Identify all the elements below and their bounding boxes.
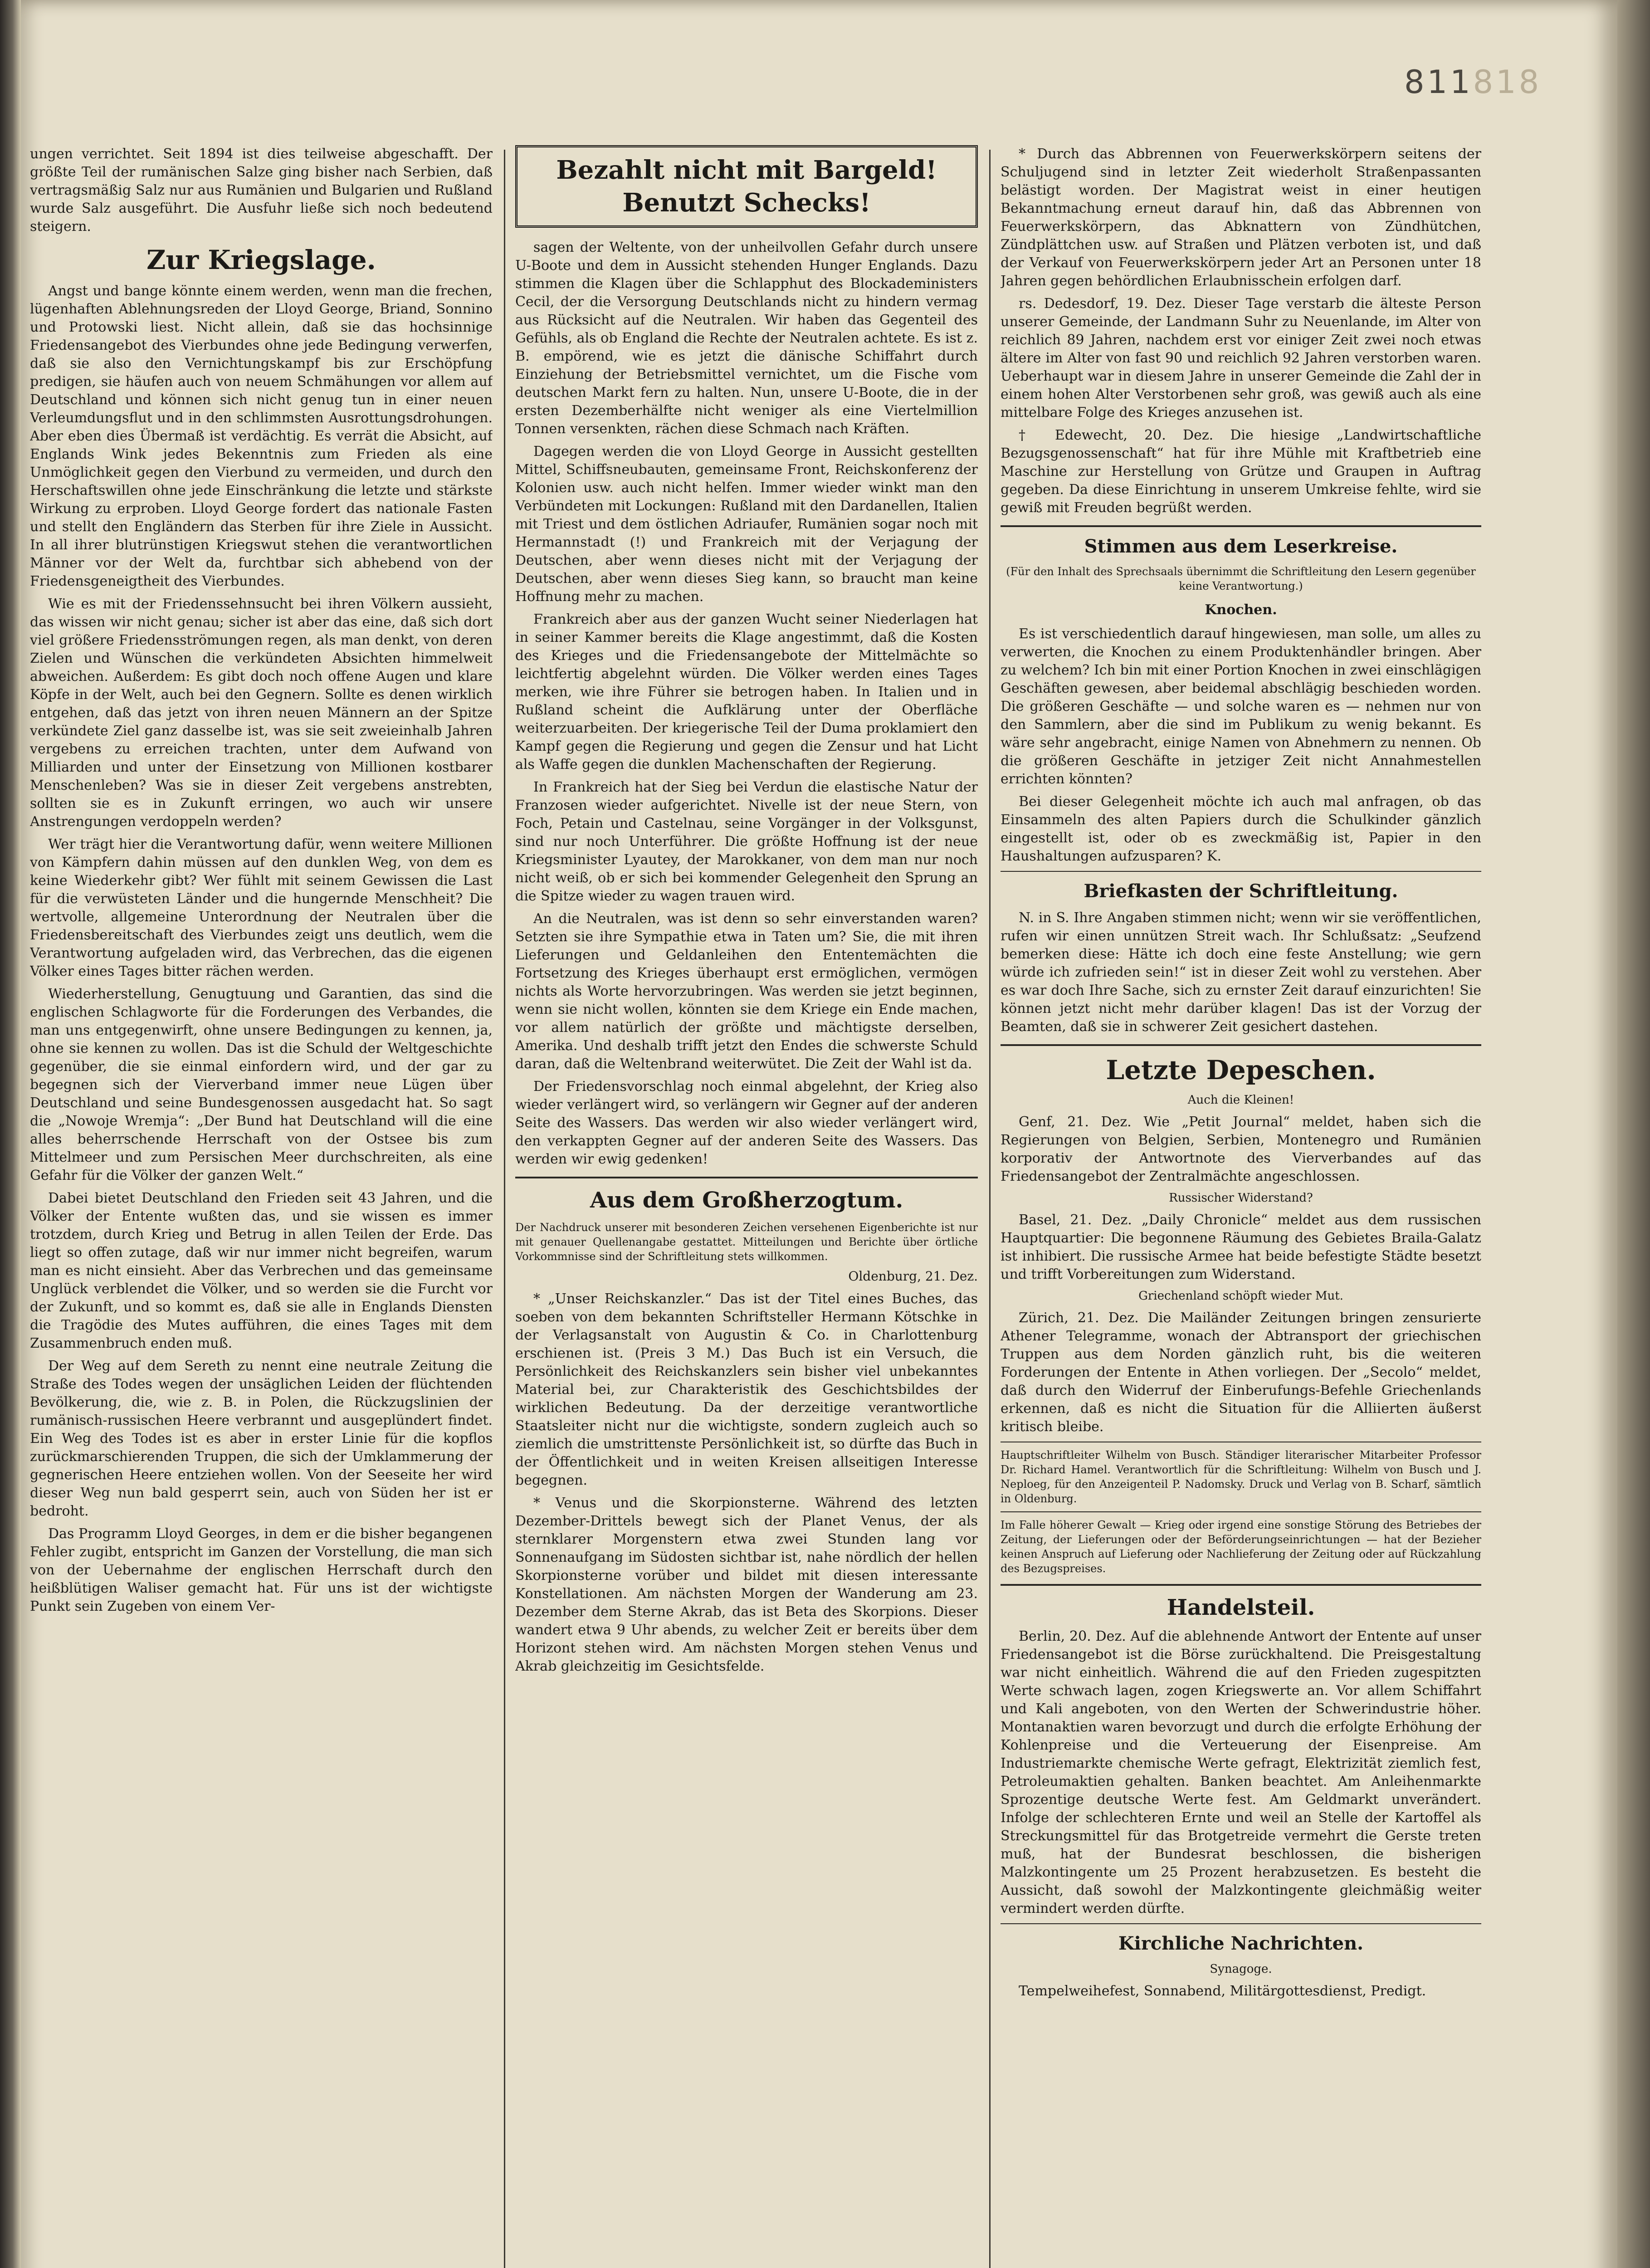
article-paragraph: * Durch das Abbrennen von Feuerwerkskörpern seitens der Schuljugend sind in letzter Zeit wiederholt Straßenpassanten belästigt worden. Der Magistrat weist in einer heutigen Bekanntmachung erneut darauf hin, daß das Abbrennen von Feuerwerkskörpern, das Abknattern von Zündhütchen, Zündplättchen usw. auf Straßen und Plätzen verboten ist, und daß der Verkauf von Feuerwerkskörpern jeder Art an Personen unter 18 Jahren gegen behördlichen Erlaubnisschein erfolgen darf. <box>1001 146 1481 289</box>
article-paragraph: Wiederherstellung, Genugtuung und Garantien, das sind die englischen Schlagworte für die Forderungen des Verbandes, die man uns entgegenwirft, ohne unsere Bedingungen zu kennen, ja, ohne sie kennen zu wollen. Das ist die Schuld der Weltgeschichte gegenüber, die sie einmal einfordern wird, und der gar zu begegnen sich der Vierverband immer neue Lügen über Deutschland und seine Bundesgenossen ausgedacht hat. So sagt die „Nowoje Wremja“: „Der Bund hat Deutschland will die eine alles beherrschende Herrschaft von der Ostsee bis zum Mittelmeer und zum Persischen Meer durchschreiten, als eine Gefahr für die Völker der ganzen Welt.“ <box>30 986 493 1183</box>
column-2 <box>515 145 978 2268</box>
article-paragraph: Wer trägt hier die Verantwortung dafür, wenn weitere Millionen von Kämpfern dahin müssen auf den dunklen Weg, von dem es keine Wiederkehr gibt? Wer fühlt mit seinem Gewissen die Last für die verwüsteten Länder und die hungernde Menschheit? Die wertvolle, allgemeine Unterordnung der Neutralen über die Friedensbereitschaft des Vierbundes zeigt uns deutlich, wem die Verantwortung aufgeladen wird, das Verbrechen, das die eigenen Völker eines Tages bitter rächen werden. <box>30 836 493 979</box>
article-paragraph: Berlin, 20. Dez. Auf die ablehnende Antwort der Entente auf unser Friedensangebot ist die Börse zurückhaltend. Die Preisgestaltung war nicht einheitlich. Während die auf den Frieden zugespitzten Werte schwach lagen, zogen Kriegswerte an. Vor allem Schiffahrt und Kali angeboten, von den Werten der Schwerindustrie höher. Montanaktien waren bevorzugt und durch die erfolgte Erhöhung der Kohlenpreise und die Verteuerung der Eisenpreise. Am Industriemarkte chemische Werte gefragt, Elektrizität ziemlich fest, Petroleumaktien gehalten. Banken beachtet. Am Anleihenmarkte Sprozentige deutsche Werte fest. Am Geldmarkt unverändert. Infolge der schlechteren Ernte und weil an Stelle der Kartoffel als Streckungsmittel für das Brotgetreide vermehrt die Gerste treten muß, hat der Bundesrat beschlossen, die bisherigen Malzkontingente um 25 Prozent herabzusetzen. Es besteht die Aussicht, daß sowohl der Malzkontingente gleichmäßig weiter vermindert werden dürfte. <box>1001 1628 1481 1916</box>
depeschen-subheading: Auch die Kleinen! <box>1187 1093 1294 1107</box>
leser-note: (Für den Inhalt des Sprechsaals übernimmt die Schriftleitung den Lesern gegenüber keine Verantwortung.) <box>1006 565 1476 592</box>
heading-briefkasten: Briefkasten der Schriftleitung. <box>1084 880 1398 902</box>
imprint-notice: Im Falle höherer Gewalt — Krieg oder irgend eine sonstige Störung des Betriebes der Zeitung, der Lieferungen oder der Beförderungseinrichtungen — hat der Bezieher keinen Anspruch auf Lieferung oder Nachlieferung der Zeitung oder auf Rückzahlung des Bezugspreises. <box>1001 1519 1481 1575</box>
article-paragraph: N. in S. Ihre Angaben stimmen nicht; wenn wir sie veröffentlichen, rufen wir einen unnützen Streit wach. Ihr Schlußsatz: „Seufzend bemerken diese: Hätte ich doch eine feste Anstellung; wie gern würde ich zufrieden sein!“ ist in dieser Zeit wohl zu verstehen. Aber es war doch Ihre Sache, sich zu ernster Zeit darauf einzurichten! Sie können jetzt nicht mehr darüber klagen! Das ist der Vorzug der Beamten, daß sie in schwerer Zeit gesichert dastehen. <box>1001 910 1481 1035</box>
section-rule <box>1001 1584 1481 1586</box>
heading-grossherzogtum: Aus dem Großherzogtum. <box>590 1188 903 1213</box>
page-number-ghost: 818 <box>1473 64 1542 101</box>
reprint-note: Der Nachdruck unserer mit besonderen Zeichen versehenen Eigenberichte ist nur mit genauer Quellenangabe gestattet. Mitteilungen und Berichte über örtliche Vorkommnisse sind der Schriftleitung stets willkommen. <box>515 1221 978 1263</box>
column-rule-2 <box>989 150 991 2268</box>
column-3 <box>1001 145 1481 2268</box>
intro-paragraph: ungen verrichtet. Seit 1894 ist dies teilweise abgeschafft. Der größte Teil der rumänischen Salze ging bisher nach Serbien, daß vertragsmäßig Salz nur aus Rumänien und Bulgarien und Rußland wurde Salz ausgeführt. Die Ausfuhr ließe sich noch bedeutend steigern. <box>30 146 493 235</box>
heading-leserkreise: Stimmen aus dem Leserkreise. <box>1084 536 1398 557</box>
heading-kriegslage: Zur Kriegslage. <box>146 244 376 275</box>
article-paragraph: sagen der Weltente, von der unheilvollen Gefahr durch unsere U-Boote und dem in Aussicht stehenden Hunger Englands. Dazu stimmen die Klagen über die Schlapphut des Blockadeministers Cecil, der die Versorgung Deutschlands nicht zu hindern vermag aus Rücksicht auf die Neutralen. Wir haben das Gegenteil des Gefühls, als ob England die Rechte der Neutralen achtete. Es ist z. B. empörend, wie es jetzt die dänische Schiffahrt durch Einziehung der Betriebsmittel vernichtet, um die Fische vom deutschen Markt fern zu halten. Nun, unsere U-Boote, die in der ersten Dezemberhälfte nicht weniger als eine Viertelmillion Tonnen versenkten, rächen diese Schmach nach Kräften. <box>515 240 978 437</box>
article-paragraph: Es ist verschiedentlich darauf hingewiesen, man solle, um alles zu verwerten, die Knochen zu einem Produktenhändler bringen. Aber zu welchem? Ich bin mit einer Portion Knochen in zwei einschlägigen Geschäften gewesen, aber beidemal abschlägig beschieden worden. Die größeren Geschäfte — und solche waren es — nehmen nur von den Sammlern, aber die sind im Publikum zu wenig bekannt. Es wäre sehr angebracht, einige Namen von Abnehmern zu nennen. Ob die größeren Geschäfte in jetziger Zeit nicht Annahmestellen errichten könnten? <box>1001 626 1481 787</box>
article-paragraph: Tempelweihefest, Sonnabend, Militärgottesdienst, Predigt. <box>1019 1983 1426 1999</box>
book-edge <box>1617 0 1650 2268</box>
article-paragraph: Frankreich aber aus der ganzen Wucht seiner Niederlagen hat in seiner Kammer bereits die Klage angestimmt, daß die Kosten des Krieges und die Friedensangebote der Mittelmächte so leichtfertig abgelehnt würden. Die Völker werden eines Tages merken, wie ihre Führer sie betrogen haben. In Italien und in Rußland scheint die Aufklärung unter der Oberfläche weiterzuarbeiten. Der kriegerische Teil der Duma proklamiert den Kampf gegen die Regierung und gegen die Zensur und hat Licht als Waffe gegen die dunklen Machenschaften der Regierung. <box>515 611 978 772</box>
section-rule <box>1001 871 1481 872</box>
article-paragraph: Genf, 21. Dez. Wie „Petit Journal“ meldet, haben sich die Regierungen von Belgien, Serbien, Montenegro und Rumänien korporativ der Antwortnote des Vierverbandes auf das Friedensangebot der Zentralmächte angeschlossen. <box>1001 1114 1481 1184</box>
article-paragraph: Basel, 21. Dez. „Daily Chronicle“ meldet aus dem russischen Hauptquartier: Die begonnene Räumung des Gebietes Braila-Galatz ist inhibiert. Die russische Armee hat beide befestigte Städte besetzt und trifft Vorbereitungen zum Widerstand. <box>1001 1212 1481 1282</box>
article-paragraph: Angst und bange könnte einem werden, wenn man die frechen, lügenhaften Ablehnungsreden der Lloyd George, Briand, Sonnino und Protowski liest. Nicht allein, daß sie das hochsinnige Friedensangebot des Vierbundes ohne jede Bedingung verwerfen, daß sie also den Vernichtungskampf bis zur Erschöpfung predigen, sie häufen auch von neuem Schmähungen vor allem auf Deutschland und können sich nicht genug tun in einer neuen Verleumdungsflut und in den schlimmsten Ausrottungsdrohungen. Aber eben dies Übermaß ist verdächtig. Es verrät die Absicht, auf Englands Wink jedes Bekenntnis zum Frieden als eine Unmöglichkeit gegen den Vierbund zu vermeiden, und durch den Herschaftswillen ohne jede Einschränkung die letzte und stärkste Wirkung zu erproben. Lloyd George fordert das nationale Fasten und stellt den Engländern das Sterben für ihre Ziele in Aussicht. In all ihrer blutrünstigen Kriegswut stehen die verantwortlichen Männer vor der Welt da, furchtbar sich abhebend von der Friedensgeneigtheit des Vierbundes. <box>30 283 493 589</box>
page-number <box>1404 64 1542 101</box>
previous-page-edge <box>0 0 21 2268</box>
column-rule-1 <box>504 150 505 2268</box>
article-paragraph: Der Weg auf dem Sereth zu nennt eine neutrale Zeitung die Straße des Todes wegen der unsäglichen Leiden der flüchtenden Bevölkerung, die, wie z. B. in Polen, die Rückzugslinien der rumänisch-russischen Heere verbrannt und ausgeplündert findet. Ein Weg des Todes ist es aber in erster Linie für die kopflos zurückmarschierenden Truppen, die sich der Umklammerung der gegnerischen Heere entziehen wollen. Von der Seeseite her wird dieser Weg nun bald gesperrt sein, auch von Süden her ist er bedroht. <box>30 1358 493 1519</box>
bargeld-notice-line1: Bezahlt nicht mit Bargeld! <box>556 155 937 185</box>
article-paragraph: * „Unser Reichskanzler.“ Das ist der Titel eines Buches, das soeben von dem bekannten Schriftsteller Hermann Kötschke in der Verlagsanstalt von Augustin & Co. in Charlottenburg erschienen ist. (Preis 3 M.) Das Buch ist ein Versuch, die Persönlichkeit des Reichskanzlers sein bisher viel unbekanntes Material bei, zur Charakteristik des Geschichtsbildes der wirklichen Bedeutung. Da der derzeitige verantwortliche Staatsleiter nicht nur die wichtigste, sondern zugleich auch so ziemlich die umstrittenste Persönlichkeit ist, so dürfte das Buch in der Öffentlichkeit und in weiten Kreisen allseitigen Interesse begegnen. <box>515 1291 978 1488</box>
bargeld-notice-box <box>515 145 978 228</box>
newspaper-page <box>21 0 1617 2268</box>
kirche-subheading: Synagoge. <box>1210 1962 1272 1976</box>
article-paragraph: Zürich, 21. Dez. Die Mailänder Zeitungen bringen zensurierte Athener Telegramme, wonach der Abtransport der griechischen Truppen aus dem Norden gänzlich ruht, bis die weiteren Forderungen der Entente in Athen vorliegen. Der „Secolo“ meldet, daß durch den Widerruf der Einberufungs-Befehle Griechenlands erkennen, daß es nicht die Situation für die Alliierten äußerst kritisch bleibe. <box>1001 1310 1481 1435</box>
article-paragraph: An die Neutralen, was ist denn so sehr einverstanden waren? Setzten sie ihre Sympathie etwa in Taten um? Sie, die mit ihren Lieferungen und Geldanleihen den Ententemächten die Fortsetzung des Krieges überhaupt erst ermöglichen, vermögen nichts als Worte hervorzubringen. Was werden sie jetzt beginnen, wenn sie nicht wollen, könnten sie dem Kriege ein Ende machen, vor allem natürlich der größte und mächtigste derselben, Amerika. Und deshalb trifft jetzt den Endes die schwerste Schuld daran, daß die Weltenbrand weiterwütet. Die Zeit der Wahl ist da. <box>515 911 978 1072</box>
section-rule <box>1001 1511 1481 1512</box>
section-rule <box>1001 525 1481 527</box>
heading-kirchliche: Kirchliche Nachrichten. <box>1118 1933 1364 1954</box>
article-paragraph: In Frankreich hat der Sieg bei Verdun die elastische Natur der Franzosen wieder aufgerichtet. Nivelle ist der neue Stern, von Foch, Petain und Castelnau, seine Vorgänger in der Volksgunst, sind nur noch Unterführer. Die größte Hoffnung ist der neue Kriegsminister Lyautey, der Marokkaner, von dem man nur noch nicht weiß, ob er sich bei kommender Gelegenheit den Sprung an die Spitze wieder zu wagen trauen wird. <box>515 779 978 904</box>
heading-knochen: Knochen. <box>1205 602 1277 618</box>
article-paragraph: Dagegen werden die von Lloyd George in Aussicht gestellten Mittel, Schiffsneubauten, gemeinsame Front, Reichskonferenz der Kolonien usw. auch nicht helfen. Immer wieder winkt man den Verbündeten mit Lockungen: Rußland mit den Dardanellen, Italien mit Triest und dem östlichen Adriaufer, Rumänien sogar noch mit Hermannstadt (!) und Frankreich mit der Verjagung der Deutschen, aber wenn dieses nicht mit der Verjagung der Deutschen, aber wenn dieses Sieg kann, so braucht man keine Hoffnung mehr zu machen. <box>515 444 978 605</box>
page-number-value: 811 <box>1404 64 1473 101</box>
article-paragraph: Bei dieser Gelegenheit möchte ich auch mal anfragen, ob das Einsammeln des alten Papiers durch die Schulkinder gänzlich eingestellt ist, oder ob es zweckmäßig ist, Papier in den Haushaltungen aufzusparen? K. <box>1001 794 1481 864</box>
depeschen-subheading: Russischer Widerstand? <box>1169 1191 1313 1205</box>
section-rule <box>515 1177 978 1178</box>
heading-handelsteil: Handelsteil. <box>1167 1595 1315 1620</box>
section-rule <box>1001 1923 1481 1924</box>
heading-depeschen: Letzte Depeschen. <box>1106 1055 1376 1085</box>
article-paragraph: Das Programm Lloyd Georges, in dem er die bisher begangenen Fehler zugibt, entspricht im Ganzen der Vorstellung, die man sich von der Uebernahme der englischen Herrschaft durch den heißblütigen Waliser gemacht hat. Für uns ist der wichtigste Punkt sein Zugeben von einem Ver- <box>30 1526 493 1614</box>
article-paragraph: * Venus und die Skorpionsterne. Während des letzten Dezember-Drittels bewegt sich der Planet Venus, der als sternklarer Morgenstern etwa zwei Stunden lang vor Sonnenaufgang im Südosten sichtbar ist, nahe nördlich der hellen Skorpionsterne vorüber und bildet mit diesen interessante Konstellationen. Am nächsten Morgen der Wanderung am 23. Dezember dem Sterne Akrab, das ist Beta des Skorpions. Dieser wandert etwa 9 Uhr abends, zu welcher Zeit er bereits über dem Horizont stehen wird. Am nächsten Morgen stehen Venus und Akrab gleichzeitig im Gesichtsfelde. <box>515 1495 978 1674</box>
article-paragraph: Wie es mit der Friedenssehnsucht bei ihren Völkern aussieht, das wissen wir nicht genau; sicher ist aber das eine, daß sich dort viel größere Friedensströmungen regen, als man denkt, von deren Zielen und Wünschen die verkündeten Absichten himmelweit abweichen. Außerdem: Es gibt doch noch offene Augen und klare Köpfe in der Welt, auch bei den Gegnern. Sollte es denen wirklich entgehen, daß das jetzt von ihren neuen Männern an der Spitze verkündete Ziel ganz dasselbe ist, was sie seit zweieinhalb Jahren vergebens zu erreichen trachten, unter dem Aufwand von Milliarden und unter der Einsetzung von Millionen kostbarer Menschenleben? Was sie in dieser Zeit vergebens anstrebten, sollten sie es in Zukunft erringen, wo auch wir unsere Anstrengungen verdoppeln werden? <box>30 596 493 830</box>
article-paragraph: rs. Dedesdorf, 19. Dez. Dieser Tage verstarb die älteste Person unserer Gemeinde, der Landmann Suhr zu Neuenlande, im Alter von reichlich 89 Jahren, nachdem erst vor einiger Zeit zwei noch etwas ältere im Alter von fast 90 und reichlich 92 Jahren verstorben waren. Ueberhaupt war in diesem Jahre in unserer Gemeinde die Zahl der in einem hohen Alter Verstorbenen sehr groß, was gewiß auch als eine mittelbare Folge des Krieges anzusehen ist. <box>1001 296 1481 420</box>
article-paragraph: † Edewecht, 20. Dez. Die hiesige „Landwirtschaftliche Bezugsgenossenschaft“ hat für ihre Mühle mit Kraftbetrieb eine Maschine zur Herstellung von Grütze und Graupen in Auftrag gegeben. Da diese Einrichtung in unserem Umkreise fehlte, wird sie gewiß mit Freuden begrüßt werden. <box>1001 427 1481 516</box>
bargeld-notice-line2: Benutzt Schecks! <box>622 188 871 218</box>
article-paragraph: Dabei bietet Deutschland den Frieden seit 43 Jahren, und die Völker der Entente wußten das, und sie wissen es immer trotzdem, durch Krieg und Betrug in allen Teilen der Erde. Das liegt so offen zutage, daß wir nur immer nicht begreifen, warum man es nicht einsieht. Aber das Verbrechen und das gemeinsame Unglück verblendet die Völker, und so werden sie die Furcht vor der Zukunft, und so kommt es, daß sie alle in Englands Diensten die Tragödie des Mutes aufführen, die eines Tages mit dem Zusammenbruch enden muß. <box>30 1190 493 1351</box>
column-1 <box>30 145 493 2268</box>
article-paragraph: Der Friedensvorschlag noch einmal abgelehnt, der Krieg also wieder verlängert wird, so verlängern wir Gegner auf der anderen Seite des Wassers. Das werden wir also wieder verlängert wird, den verkappten Gegner auf der anderen Seite des Wassers. Das werden wir ewig gedenken! <box>515 1079 978 1167</box>
dateline: Oldenburg, 21. Dez. <box>848 1269 978 1284</box>
depeschen-subheading: Griechenland schöpft wieder Mut. <box>1138 1289 1343 1303</box>
section-rule <box>1001 1044 1481 1046</box>
imprint: Hauptschriftleiter Wilhelm von Busch. Ständiger literarischer Mitarbeiter Professor Dr. Richard Hamel. Verantwortlich für die Schriftleitung: Wilhelm von Busch und J. Neploeg, für den Anzeigenteil P. Nadomsky. Druck und Verlag von B. Scharf, sämtlich in Oldenburg. <box>1001 1449 1481 1505</box>
